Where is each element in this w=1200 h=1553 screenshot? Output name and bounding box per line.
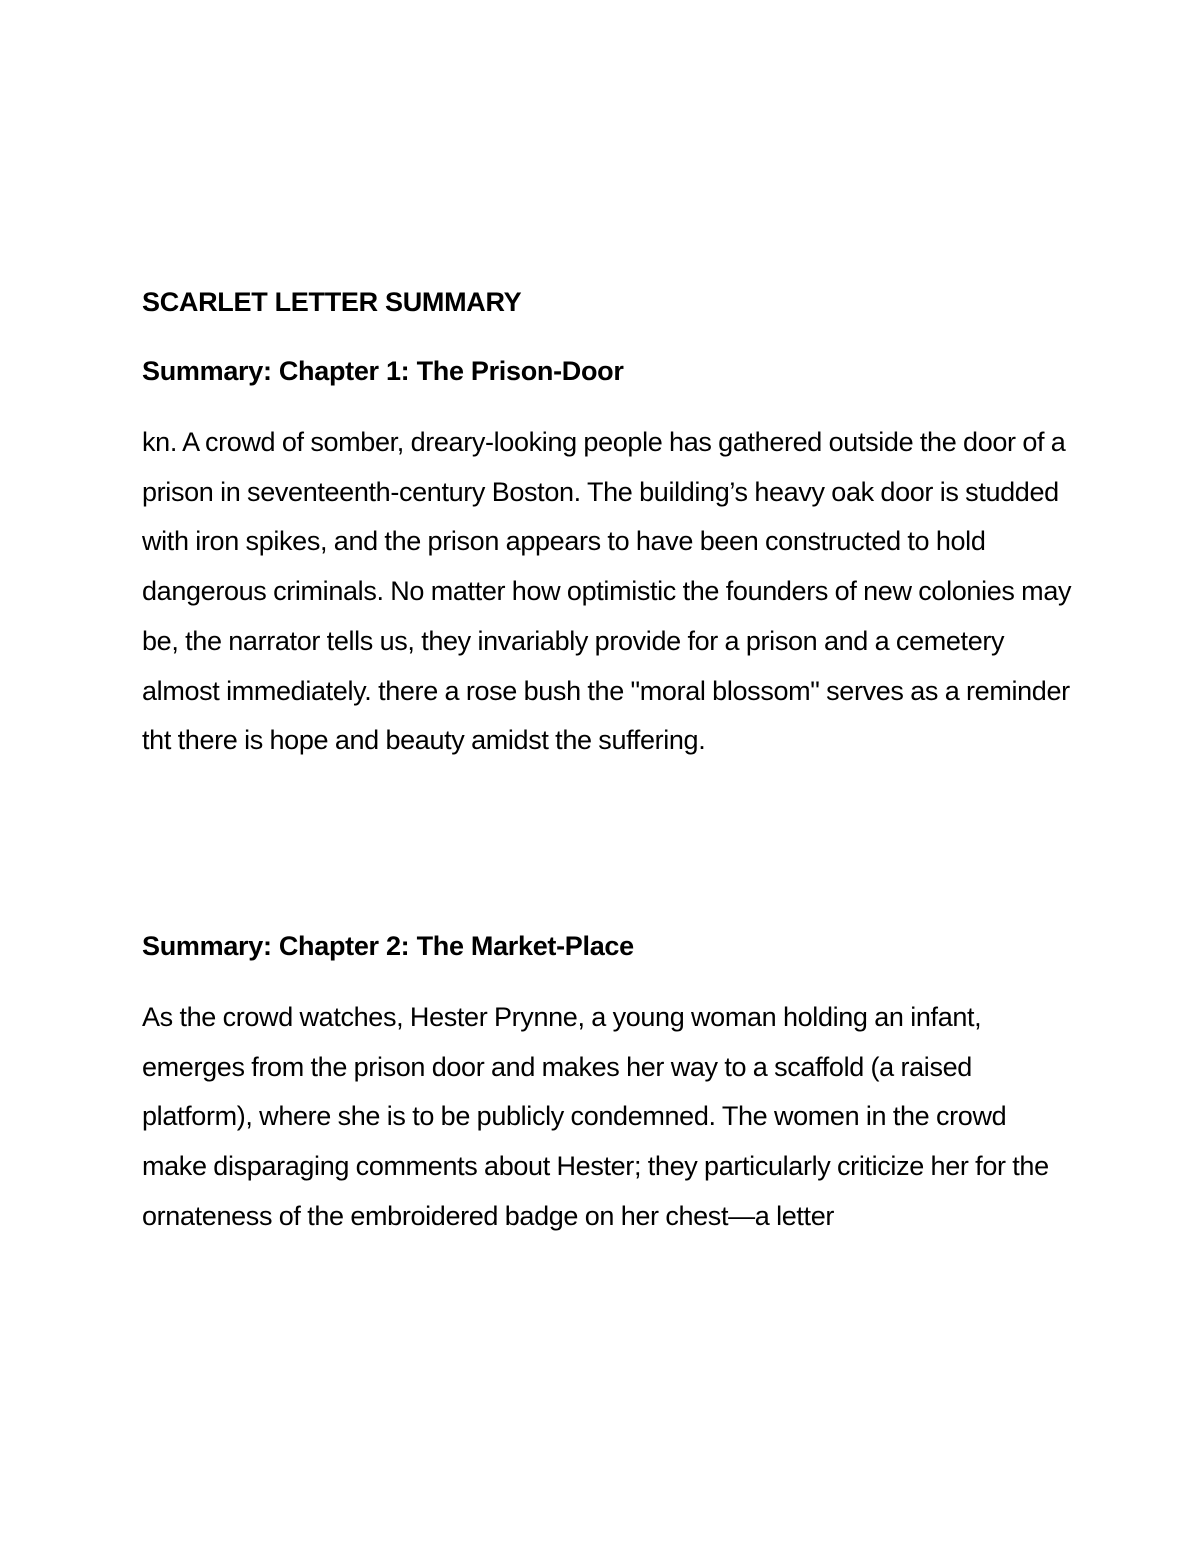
chapter-2-body: As the crowd watches, Hester Prynne, a young woman holding an infant, emerges from the prison door and makes her way to a scaffold (a raised platform), where she is to be publicly condemned. The women in the crowd make disparaging comments about Hester; they particularly criticize her for the ornateness of the embroidered badge on her chest—a letter	[142, 1001, 1049, 1231]
document-content	[142, 280, 1072, 1241]
document-title: SCARLET LETTER SUMMARY	[142, 287, 522, 317]
chapter-1-heading: Summary: Chapter 1: The Prison-Door	[142, 356, 624, 386]
chapter-1-section	[142, 349, 1072, 766]
chapter-1-body: kn. A crowd of somber, dreary-looking people has gathered outside the door of a prison in seventeenth-century Boston. The building’s heavy oak door is studded with iron spikes, and the prison appears to have been constructed to hold dangerous criminals. No matter how optimistic the founders of new colonies may be, the narrator tells us, they invariably provide for a prison and a cemetery almost immediately. there a rose bush the "moral blossom" serves as a reminder tht there is hope and beauty amidst the suffering.	[142, 427, 1072, 756]
chapter-2-section	[142, 924, 1072, 1242]
chapter-2-heading: Summary: Chapter 2: The Market-Place	[142, 930, 634, 961]
